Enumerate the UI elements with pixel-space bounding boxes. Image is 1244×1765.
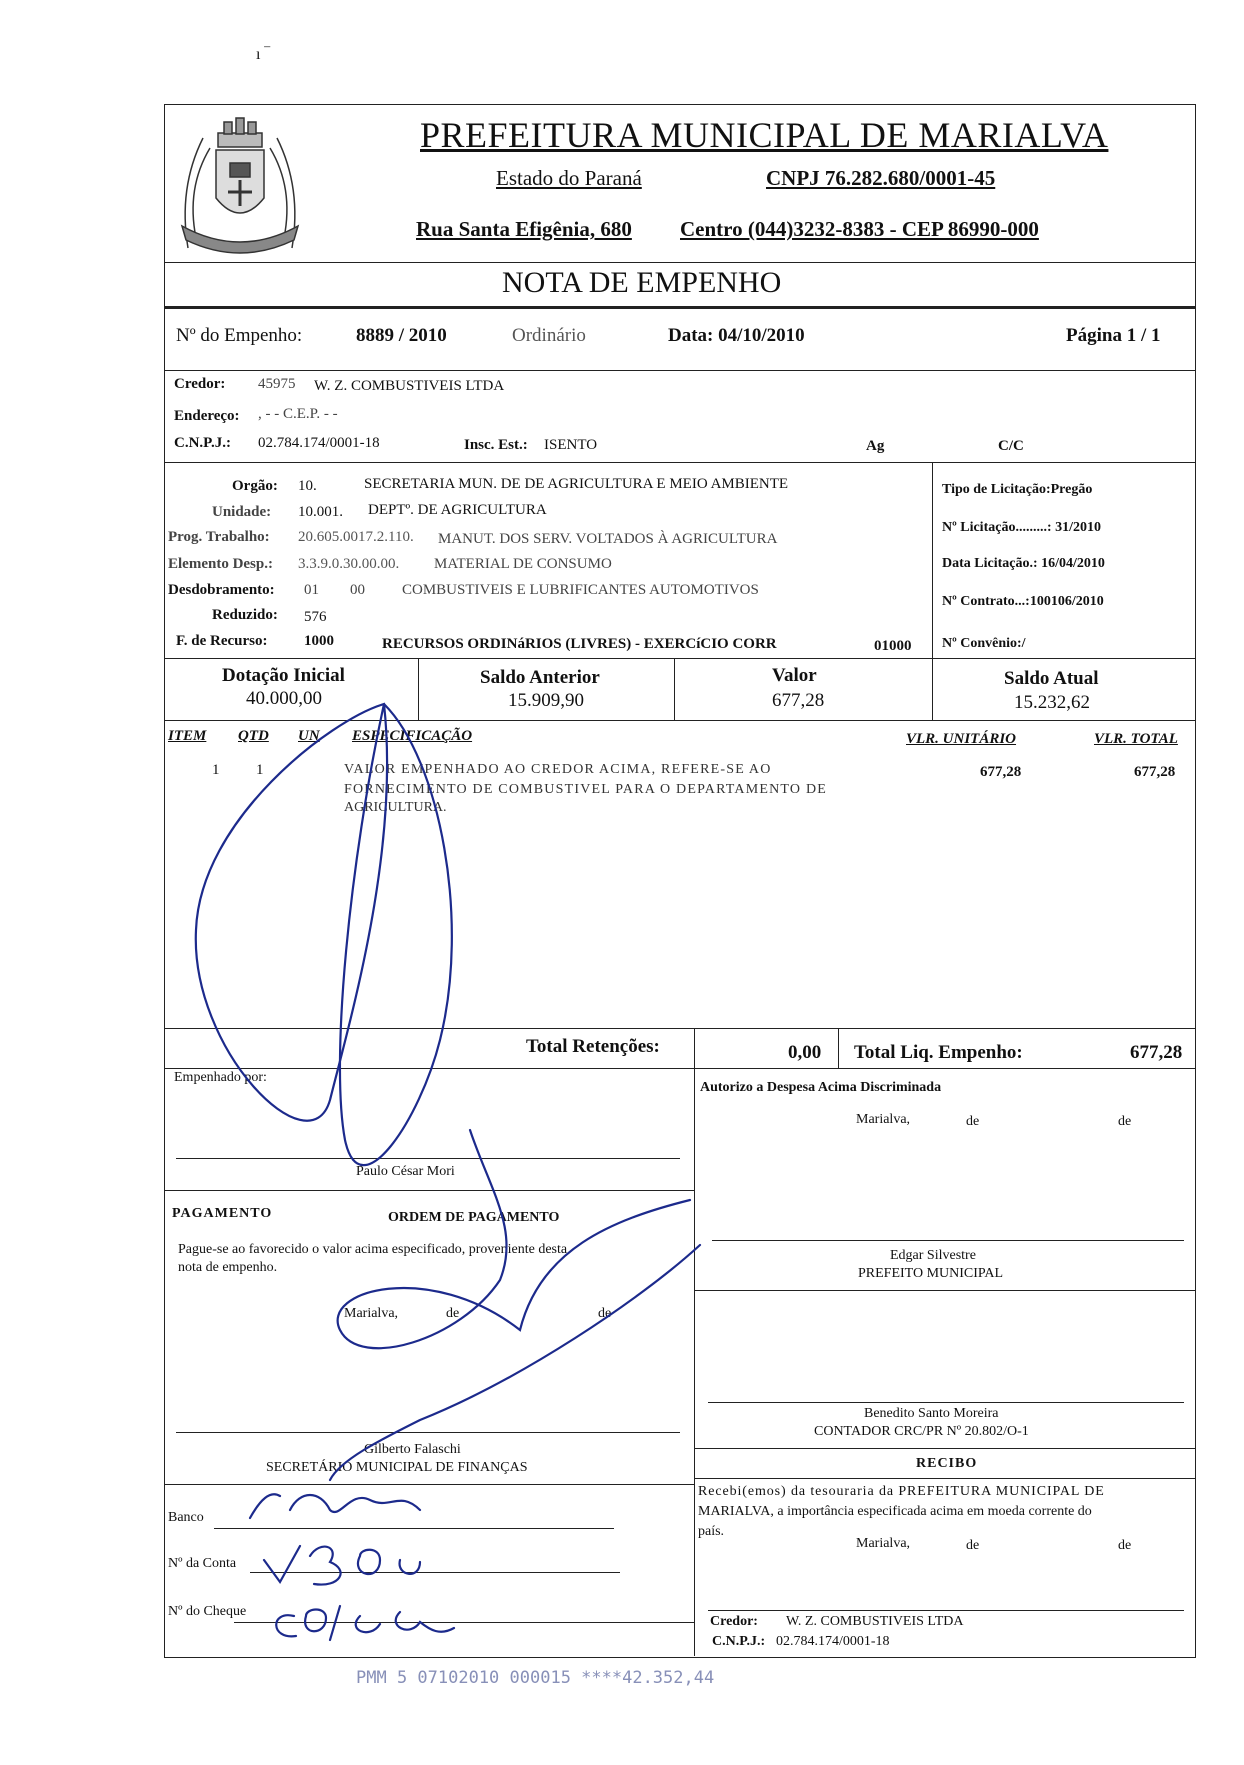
recibo-line2: MARIALVA, a importância especificada acima em moeda corrente do	[698, 1504, 1092, 1519]
unidade-code: 10.001.	[298, 504, 343, 520]
valor-label: Valor	[772, 665, 817, 686]
item-desc-line2: FORNECIMENTO DE COMBUSTIVEL PARA O DEPARTAMENTO DE	[344, 782, 828, 797]
col-vlr-unitario: VLR. UNITÁRIO	[906, 731, 1017, 747]
recurso-code2: 01000	[874, 638, 912, 654]
header-state: Estado do Paraná	[496, 166, 642, 190]
desd-code2: 00	[350, 582, 365, 598]
pague-de1: de	[446, 1306, 460, 1321]
recibo-title: RECIBO	[916, 1456, 978, 1471]
recibo-de1: de	[966, 1538, 980, 1553]
licitacao-numero: Nº Licitação.........: 31/2010	[942, 520, 1101, 535]
address-label: Endereço:	[174, 408, 240, 424]
recibo-cnpj-value: 02.784.174/0001-18	[776, 1634, 890, 1649]
empenhado-por-label: Empenhado por:	[174, 1070, 267, 1085]
recibo-city: Marialva,	[856, 1536, 911, 1551]
insc-value: ISENTO	[544, 437, 598, 453]
dotacao-inicial-label: Dotação Inicial	[222, 665, 345, 686]
col-qtd: QTD	[238, 728, 269, 744]
contador-role: CONTADOR CRC/PR Nº 20.802/O-1	[814, 1424, 1029, 1439]
item-vlr-total: 677,28	[1134, 764, 1176, 780]
saldo-anterior-value: 15.909,90	[508, 690, 584, 711]
autorizo-de2: de	[1118, 1114, 1132, 1129]
ordem-pagamento-label: ORDEM DE PAGAMENTO	[388, 1210, 560, 1225]
reduzido-value: 576	[304, 609, 327, 625]
desd-code1: 01	[304, 582, 319, 598]
prefeito-role: PREFEITO MUNICIPAL	[858, 1266, 1004, 1281]
total-liquido-label: Total Liq. Empenho:	[854, 1042, 1023, 1063]
cnpj-label: C.N.P.J.:	[174, 435, 231, 451]
credor-code: 45975	[258, 376, 296, 392]
licitacao-data: Data Licitação.: 16/04/2010	[942, 556, 1105, 571]
convenio-numero: Nº Convênio:/	[942, 636, 1026, 651]
pague-de2: de	[598, 1306, 612, 1321]
recibo-credor-name: W. Z. COMBUSTIVEIS LTDA	[786, 1614, 964, 1629]
empenho-number: 8889 / 2010	[356, 325, 447, 346]
cheque-label: Nº do Cheque	[168, 1604, 247, 1619]
prog-desc: MANUT. DOS SERV. VOLTADOS À AGRICULTURA	[438, 531, 778, 547]
autorizo-label: Autorizo a Despesa Acima Discriminada	[700, 1080, 942, 1095]
total-liquido-value: 677,28	[1130, 1042, 1183, 1063]
item-desc-line3: AGRICULTURA.	[344, 800, 447, 815]
header-cnpj: CNPJ 76.282.680/0001-45	[766, 166, 996, 190]
col-item: ITEM	[168, 728, 207, 744]
elem-code: 3.3.9.0.30.00.00.	[298, 556, 400, 572]
address-value: , - - C.E.P. - -	[258, 406, 338, 422]
total-retencoes-label: Total Retenções:	[526, 1036, 660, 1057]
page-number: Página 1 / 1	[1066, 325, 1161, 346]
dotacao-inicial-value: 40.000,00	[246, 688, 322, 709]
header-contact: Centro (044)3232-8383 - CEP 86990-000	[680, 217, 1039, 241]
recibo-cnpj-label: C.N.P.J.:	[712, 1634, 766, 1649]
saldo-atual-label: Saldo Atual	[1004, 668, 1099, 689]
autorizo-de1: de	[966, 1114, 980, 1129]
orgao-desc: SECRETARIA MUN. DE DE AGRICULTURA E MEIO AMBIENTE	[364, 476, 789, 492]
empenhado-por-name: Paulo César Mori	[356, 1164, 455, 1179]
recibo-line3: país.	[698, 1524, 725, 1539]
stamp-marks: ı ‾	[256, 46, 270, 63]
total-retencoes-value: 0,00	[788, 1042, 822, 1063]
pagamento-label: PAGAMENTO	[172, 1206, 273, 1221]
pague-line1: Pague-se ao favorecido o valor acima especificado, proveniente desta	[178, 1242, 568, 1257]
valor-value: 677,28	[772, 690, 825, 711]
cc-label: C/C	[998, 438, 1024, 454]
recurso-desc: RECURSOS ORDINáRIOS (LIVRES) - EXERCíCIO CORR	[382, 636, 777, 652]
orgao-code: 10.	[298, 478, 317, 494]
prog-label: Prog. Trabalho:	[168, 529, 270, 545]
document-title: NOTA DE EMPENHO	[502, 266, 782, 299]
empenho-type: Ordinário	[512, 325, 586, 346]
ag-label: Ag	[866, 438, 885, 454]
cnpj-value: 02.784.174/0001-18	[258, 435, 380, 451]
pague-city: Marialva,	[344, 1306, 399, 1321]
contador-name: Benedito Santo Moreira	[864, 1406, 999, 1421]
recibo-line1: Recebi(emos) da tesouraria da PREFEITURA MUNICIPAL DE	[698, 1484, 1105, 1499]
secretario-role: SECRETÁRIO MUNICIPAL DE FINANÇAS	[266, 1460, 528, 1475]
prefeito-name: Edgar Silvestre	[890, 1248, 976, 1263]
autorizo-city: Marialva,	[856, 1112, 911, 1127]
item-vlr-unitario: 677,28	[980, 764, 1022, 780]
item-qtd: 1	[256, 762, 264, 778]
prog-code: 20.605.0017.2.110.	[298, 529, 414, 545]
credor-label: Credor:	[174, 376, 226, 392]
empenho-number-label: Nº do Empenho:	[176, 325, 303, 346]
orgao-label: Orgão:	[232, 478, 278, 494]
header-title: PREFEITURA MUNICIPAL DE MARIALVA	[420, 115, 1109, 155]
unidade-desc: DEPTº. DE AGRICULTURA	[368, 502, 547, 518]
insc-label: Insc. Est.:	[464, 437, 528, 453]
item-number: 1	[212, 762, 220, 778]
unidade-label: Unidade:	[212, 504, 272, 520]
credor-name: W. Z. COMBUSTIVEIS LTDA	[314, 378, 505, 394]
desd-desc: COMBUSTIVEIS E LUBRIFICANTES AUTOMOTIVOS	[402, 582, 759, 598]
saldo-anterior-label: Saldo Anterior	[480, 667, 600, 688]
contrato-numero: Nº Contrato...:100106/2010	[942, 594, 1104, 609]
col-especificacao: ESPECIFICAÇÃO	[352, 728, 473, 744]
banco-label: Banco	[168, 1510, 204, 1525]
desd-label: Desdobramento:	[168, 582, 275, 598]
recurso-code: 1000	[304, 633, 334, 649]
licitacao-tipo: Tipo de Licitação:Pregão	[942, 482, 1093, 497]
pague-line2: nota de empenho.	[178, 1260, 278, 1275]
secretario-name: Gilberto Falaschi	[364, 1442, 461, 1457]
footer-stamp: PMM 5 07102010 000015 ****42.352,44	[356, 1668, 715, 1688]
elem-label: Elemento Desp.:	[168, 556, 273, 572]
elem-desc: MATERIAL DE CONSUMO	[434, 556, 612, 572]
col-un: UN	[298, 728, 320, 744]
item-desc-line1: VALOR EMPENHADO AO CREDOR ACIMA, REFERE-SE AO	[344, 762, 772, 777]
empenho-date: Data: 04/10/2010	[668, 325, 805, 346]
recibo-credor-label: Credor:	[710, 1614, 758, 1629]
recurso-label: F. de Recurso:	[176, 633, 268, 649]
reduzido-label: Reduzido:	[212, 607, 278, 623]
saldo-atual-value: 15.232,62	[1014, 692, 1090, 713]
recibo-de2: de	[1118, 1538, 1132, 1553]
header-address: Rua Santa Efigênia, 680	[416, 217, 632, 241]
conta-label: Nº da Conta	[168, 1556, 237, 1571]
col-vlr-total: VLR. TOTAL	[1094, 731, 1178, 747]
